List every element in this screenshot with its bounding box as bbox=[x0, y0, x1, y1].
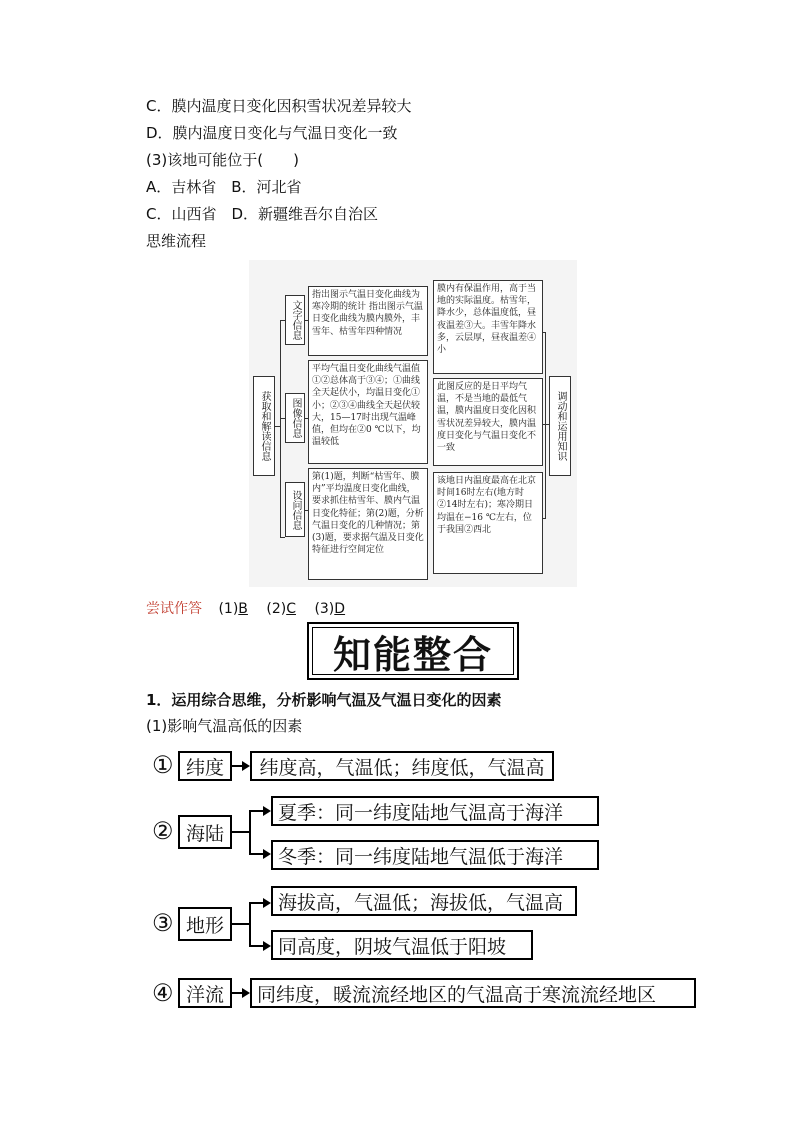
factor-2-name: 海陆 bbox=[178, 815, 232, 849]
option-d: D．膜内温度日变化与气温日变化一致 bbox=[146, 124, 398, 142]
answer-2-prefix: (2) bbox=[266, 601, 287, 617]
factor-3-effect-slope: 同高度，阴坡气温低于阳坡 bbox=[271, 930, 533, 960]
factor-4-number: ④ bbox=[152, 979, 174, 1007]
factor-4-name: 洋流 bbox=[178, 978, 232, 1008]
factor-1-number: ① bbox=[152, 751, 174, 779]
knowledge-box-2: 此图反应的是日平均气温，不是当地的最低气温，膜内温度日变化因积雪状况差异较大，膜内温度日变化与气温日变化不一致 bbox=[433, 378, 543, 466]
diagram-label-text-info: 文字信息 bbox=[285, 295, 305, 345]
question-3-stem: (3)该地可能位于( ) bbox=[146, 151, 299, 169]
answer-1-prefix: (1) bbox=[218, 601, 239, 617]
factor-3-number: ③ bbox=[152, 909, 174, 937]
heading-1-sub: (1)影响气温高低的因素 bbox=[146, 717, 303, 735]
banner-text: 知能整合 bbox=[312, 627, 514, 675]
factor-3-name: 地形 bbox=[178, 907, 232, 941]
section-title: 思维流程 bbox=[146, 232, 207, 250]
answer-1: B bbox=[238, 601, 248, 617]
info-box-image: 平均气温日变化曲线气温值①②总体高于③④；①曲线全天起伏小，均温日变化①小；②③④曲线全天起伏较大，15—17时出现气温峰值，但均在②0 ℃以下，均温较低 bbox=[308, 360, 428, 464]
answer-3-prefix: (3) bbox=[314, 601, 335, 617]
question-3-options-cd: C．山西省 D．新疆维吾尔自治区 bbox=[146, 205, 379, 223]
section-banner bbox=[307, 622, 519, 680]
factor-2-effect-summer: 夏季：同一纬度陆地气温高于海洋 bbox=[271, 796, 599, 826]
answer-3: D bbox=[334, 601, 346, 617]
answer-label: 尝试作答 bbox=[146, 601, 202, 617]
info-box-question: 第(1)题，判断“枯雪年、膜内”平均温度日变化曲线，要求抓住枯雪年、膜内气温日变化特征；第(2)题，分析气温日变化的几种情况；第(3)题，要求据气温及日变化特征进行空间定位 bbox=[308, 468, 428, 580]
factor-2-effect-winter: 冬季：同一纬度陆地气温低于海洋 bbox=[271, 840, 599, 870]
knowledge-box-3: 该地日内温度最高在北京时间16时左右(地方时②14时左右)；寒冷期日均温在−16 ℃左右，位于我国②西北 bbox=[433, 472, 543, 574]
diagram-label-question-info: 设问信息 bbox=[285, 482, 305, 537]
answer-line bbox=[146, 598, 345, 618]
diagram-right-label: 调动和运用知识 bbox=[549, 376, 571, 476]
heading-1: 1．运用综合思维，分析影响气温及气温日变化的因素 bbox=[146, 691, 502, 709]
answer-2: C bbox=[286, 601, 296, 617]
factor-4-effect: 同纬度，暖流流经地区的气温高于寒流流经地区 bbox=[250, 978, 696, 1008]
info-box-text: 指出图示气温日变化曲线为寒冷期的统计 指出图示气温日变化曲线为膜内膜外，丰雪年、枯雪年四种情况 bbox=[308, 286, 428, 356]
knowledge-box-1: 膜内有保温作用，高于当地的实际温度。枯雪年，降水少，总体温度低，昼夜温差③大。丰雪年降水多，云层厚，昼夜温差④小 bbox=[433, 280, 543, 374]
factor-3-effect-altitude: 海拔高，气温低；海拔低，气温高 bbox=[271, 886, 577, 916]
question-3-options-ab: A．吉林省 B．河北省 bbox=[146, 178, 302, 196]
thinking-flow-diagram bbox=[249, 260, 577, 587]
diagram-label-image-info: 图像信息 bbox=[285, 393, 305, 443]
factor-1-effect: 纬度高，气温低；纬度低，气温高 bbox=[250, 751, 554, 781]
factor-2-number: ② bbox=[152, 817, 174, 845]
option-c: C．膜内温度日变化因积雪状况差异较大 bbox=[146, 97, 412, 115]
factor-1-name: 纬度 bbox=[178, 751, 232, 781]
diagram-left-label: 获取和解读信息 bbox=[253, 376, 275, 476]
